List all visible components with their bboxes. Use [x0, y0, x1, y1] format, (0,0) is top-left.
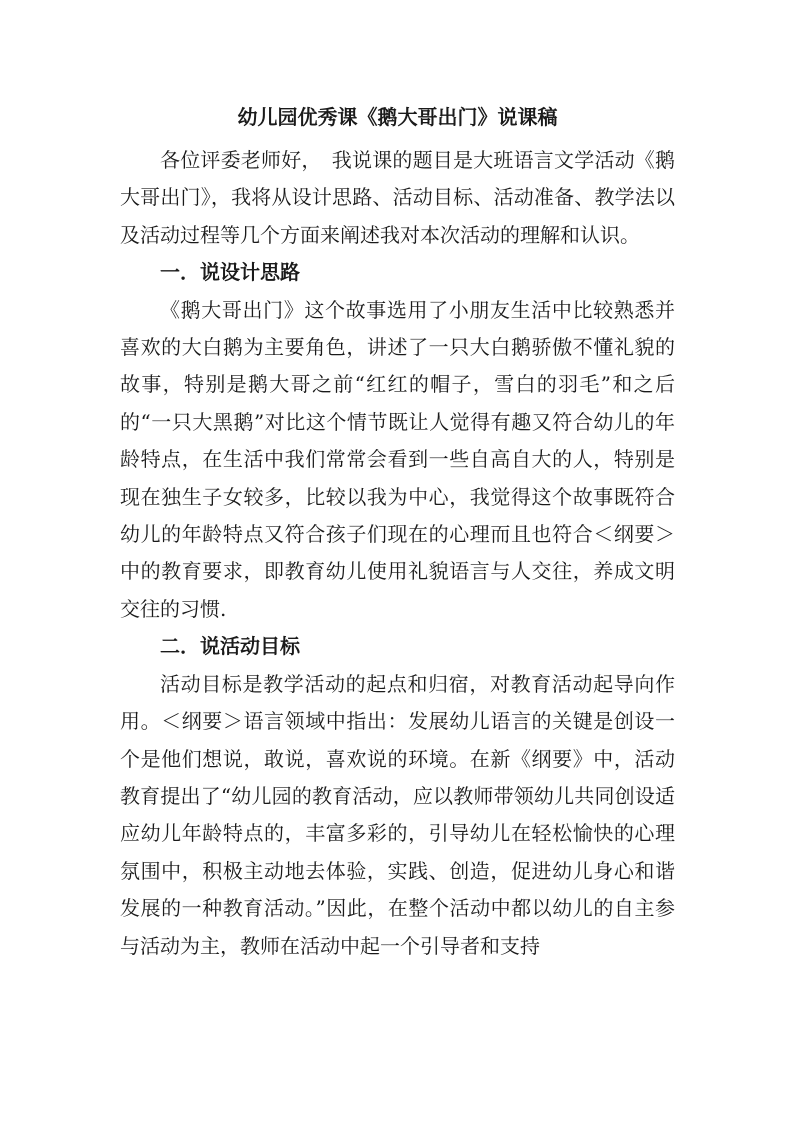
document-title: 幼儿园优秀课《鹅大哥出门》说课稿 — [237, 105, 558, 129]
section-heading-activity-goals: 二．说活动目标 — [160, 634, 300, 659]
design-idea-paragraph: 《鹅大哥出门》这个故事选用了小朋友生活中比较熟悉并喜欢的大白鹅为主要角色，讲述了一只大白鹅骄傲不懂礼貌的故事，特别是鹅大哥之前“红红的帽子，雪白的羽毛”和之后的“一只大黑鹅”对比这个情节既让人觉得有趣又符合幼儿的年龄特点，在生活中我们常常会看到一些自高自大的人，特别是现在独生子女较多，比较以我为中心，我觉得这个故事既符合幼儿的年龄特点又符合孩子们现在的心理而且也符合＜纲要＞中的教育要求，即教育幼儿使用礼貌语言与人交往，养成文明交往的习惯. — [120, 297, 675, 621]
activity-goals-paragraph: 活动目标是教学活动的起点和归宿，对教育活动起导向作用。＜纲要＞语言领域中指出：发展幼儿语言的关键是创设一个是他们想说，敢说，喜欢说的环境。在新《纲要》中，活动教育提出了“幼儿园的教育活动，应以教师带领幼儿共同创设适应幼儿年龄特点的，丰富多彩的，引导幼儿在轻松愉快的心理氛围中，积极主动地去体验，实践、创造，促进幼儿身心和谐发展的一种教育活动。”因此，在整个活动中都以幼儿的自主参与活动为主，教师在活动中起一个引导者和支持 — [120, 671, 675, 958]
section-heading-design-idea: 一．说设计思路 — [160, 260, 300, 285]
document-body — [120, 142, 675, 965]
intro-paragraph: 各位评委老师好， 我说课的题目是大班语言文学活动《鹅大哥出门》，我将从设计思路、活动目标、活动准备、教学法以及活动过程等几个方面来阐述我对本次活动的理解和认识。 — [120, 148, 675, 247]
